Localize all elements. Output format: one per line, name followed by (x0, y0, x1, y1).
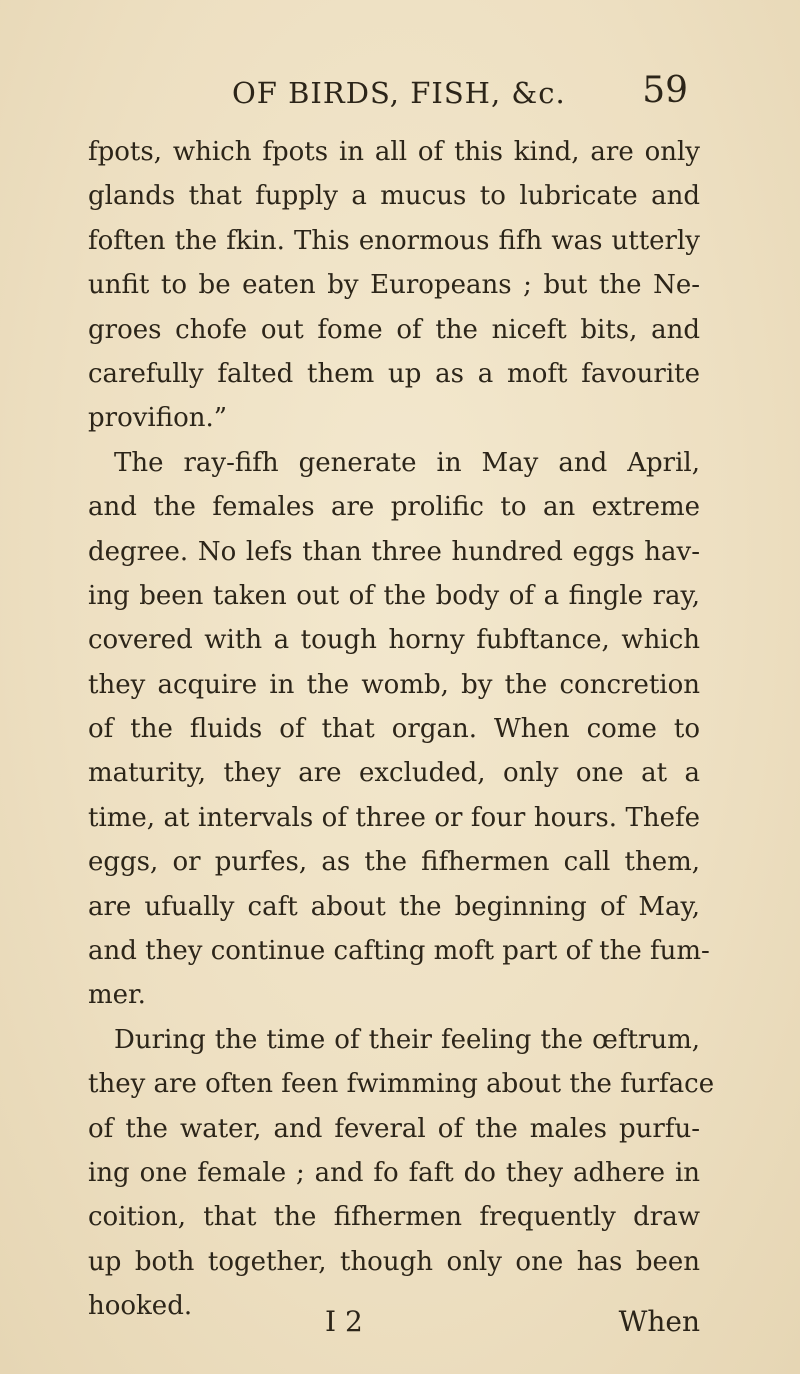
text-line: up both together, though only one has been (88, 1246, 700, 1277)
text-line: provifion.” (88, 403, 228, 434)
text-line: maturity, they are excluded, only one at a (88, 758, 700, 789)
text-line: foften the fkin. This enormous fifh was utterly (88, 225, 700, 256)
text-line: degree. No lefs than three hundred eggs hav- (88, 536, 700, 567)
text-line: ing been taken out of the body of a fingle ray, (88, 580, 700, 611)
text-line: ing one female ; and fo faft do they adhere in (88, 1157, 700, 1188)
signature-mark: I 2 (325, 1305, 363, 1338)
running-title: OF BIRDS, FISH, &c. (232, 76, 566, 110)
text-line: time, at intervals of three or four hours. Thefe (88, 802, 700, 833)
text-line: and the females are prolific to an extreme (88, 492, 700, 523)
text-line: they acquire in the womb, by the concretion (88, 669, 700, 700)
page-number: 59 (642, 70, 688, 111)
running-head (84, 70, 688, 120)
text-line: unfit to be eaten by Europeans ; but the Ne- (88, 270, 700, 301)
page-footer (88, 1305, 700, 1355)
paragraph-start-line: The ray-fifh generate in May and April, (114, 447, 700, 478)
text-line: fpots, which fpots in all of this kind, are only (88, 137, 700, 167)
text-line: hooked. (88, 1291, 193, 1322)
body-text (88, 130, 715, 1329)
text-line: coition, that the fifhermen frequently draw (88, 1202, 700, 1233)
text-line: mer. (88, 980, 146, 1011)
text-line: of the fluids of that organ. When come to (88, 714, 700, 745)
text-line: carefully falted them up as a moft favourite (88, 358, 700, 389)
text-line: they are often feen fwimming about the furface (88, 1069, 715, 1100)
text-line: are ufually caft about the beginning of May, (88, 891, 700, 922)
text-line: covered with a tough horny fubftance, which (88, 625, 700, 656)
text-line: eggs, or purfes, as the fifhermen call them, (88, 847, 700, 878)
paragraph-start-line: During the time of their feeling the œftrum, (114, 1024, 700, 1055)
text-line: of the water, and feveral of the males purfu- (88, 1113, 700, 1144)
text-line: and they continue cafting moft part of the fum- (88, 936, 710, 967)
catchword: When (618, 1305, 700, 1338)
text-line: glands that fupply a mucus to lubricate and (88, 181, 700, 212)
text-line: groes chofe out fome of the niceft bits, and (88, 314, 700, 345)
